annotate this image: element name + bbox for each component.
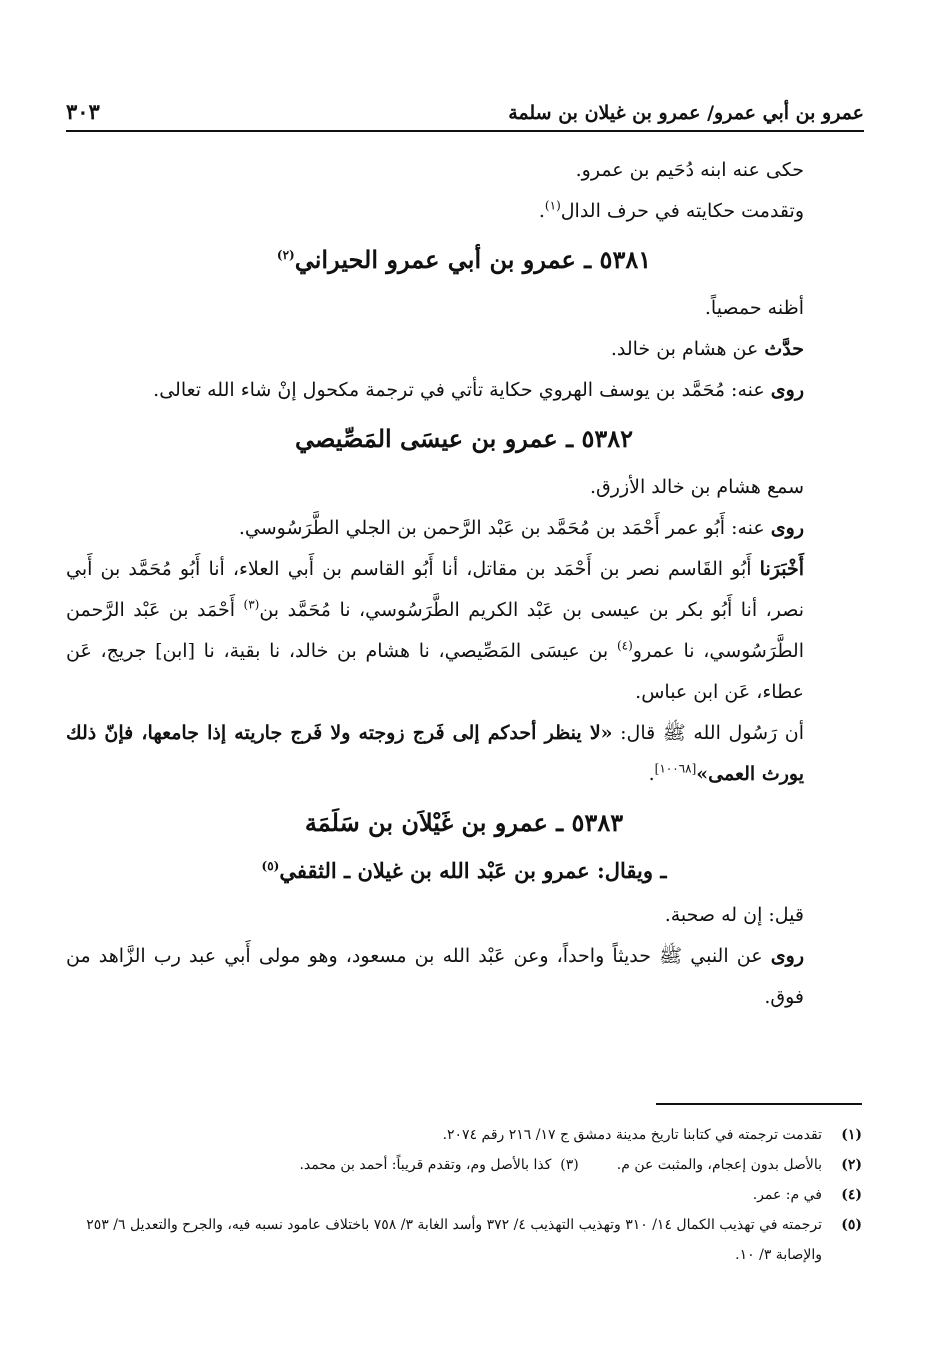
text-line: .: [648, 763, 655, 785]
footnote-ref: (٣): [243, 597, 260, 612]
heading-text: ٥٣٨٣ ـ عمرو بن غَيْلاَن بن سَلَمَة: [304, 808, 624, 837]
entry-heading-5383: [66, 799, 862, 847]
entry-heading-5382: [66, 415, 862, 463]
text-line: أَحْمَد بن عَبْد الرَّحمن الطَّرَسُوسي، نا عمرو: [66, 599, 804, 662]
footnotes: [66, 1120, 862, 1270]
text-line: أَبُو القَاسم نصر بن أَحْمَد بن مقاتل، أنا أَبُو القاسم بن أَبي العلاء، أنا أَبُو مُحَمَّد بن أَبي نصر، أنا أَبُو بكر بن عيسى بن عَبْد الكريم الطَّرَسُوسي، نا مُحَمَّد بن: [66, 558, 804, 621]
heading-text: ٥٣٨٢ ـ عمرو بن عيسَى المَصِّيصي: [294, 424, 634, 453]
paragraph: [66, 467, 862, 508]
keyword: حدَّث: [764, 338, 804, 360]
footnote: [66, 1120, 862, 1150]
subheading-text: ـ ويقال: عمرو بن عَبْد الله بن غيلان ـ الثقفي: [279, 858, 667, 883]
text-line: وتقدمت حكايته في حرف الدال: [560, 200, 804, 222]
text-line: عن النبي ﷺ حديثاً واحداً، وعن عَبْد الله بن مسعود، وهو مولى أَبي عبد رب الزَّاهد من فوق.: [66, 945, 804, 1008]
text-line: .: [538, 200, 545, 222]
footnote: [66, 1150, 862, 1180]
main-text: [66, 150, 862, 1018]
footnote-ref: (٤): [616, 638, 633, 653]
footnote-number: (٣): [560, 1157, 579, 1173]
footnote-ref: (١): [544, 198, 561, 213]
text-line: عن هشام بن خالد.: [610, 338, 765, 360]
page-number: ٣٠٣: [66, 99, 100, 124]
footnote-ref: (٢): [276, 248, 295, 262]
paragraph: [66, 508, 862, 549]
footnote-separator: [656, 1103, 862, 1105]
text-line: عنه: مُحَمَّد بن يوسف الهروي حكاية تأتي في ترجمة مكحول إنْ شاء الله تعالى.: [153, 379, 771, 401]
footnote-text: [66, 1150, 822, 1180]
footnote-text: في م: عمر.: [752, 1187, 822, 1203]
footnote: [66, 1210, 862, 1270]
paragraph: [66, 329, 862, 370]
text-line: أظنه حمصياً.: [704, 297, 804, 319]
paragraph: [66, 288, 862, 329]
footnote-text: تقدمت ترجمته في كتابنا تاريخ مدينة دمشق ج ١٧/ ٢١٦ رقم ٢٠٧٤.: [442, 1127, 822, 1143]
footnote-number: (٢): [841, 1157, 862, 1173]
entry-subheading-5383: [66, 851, 862, 891]
text-line: أن رَسُول الله ﷺ قال:: [612, 722, 804, 744]
footnote-number: (١): [841, 1127, 862, 1143]
keyword: روى: [770, 945, 804, 967]
footnote: [66, 1180, 862, 1210]
keyword: روى: [770, 517, 804, 539]
footnote-text-part: كذا بالأصل وم، وتقدم قريباً: أحمد بن محمد.: [299, 1157, 552, 1173]
isnad-paragraph: [66, 549, 862, 713]
keyword: أَخْبَرَنا: [759, 558, 804, 580]
footnote-number: (٤): [841, 1187, 862, 1203]
text-line: حكى عنه ابنه دُحَيم بن عمرو.: [575, 159, 804, 181]
text-line: بن عيسَى المَصِّيصي، نا هشام بن خالد، نا بقية، نا [ابن] جريج، عَن عطاء، عَن ابن عباس.: [66, 640, 804, 703]
footnote-text-part: بالأصل بدون إعجام، والمثبت عن م.: [616, 1157, 822, 1173]
hadith-number: [١٠٠٦٨]: [654, 761, 697, 776]
footnote-text: ترجمته في تهذيب الكمال ١٤/ ٣١٠ وتهذيب التهذيب ٤/ ٣٧٢ وأسد الغابة ٣/ ٧٥٨ باختلاف عامود نسبه فيه، والجرح والتعديل ٦/ ٢٥٣ والإصابة ٣/ ١٠.: [86, 1217, 822, 1263]
keyword: روى: [770, 379, 804, 401]
text-line: سمع هشام بن خالد الأزرق.: [590, 476, 804, 498]
paragraph: [66, 191, 862, 232]
running-title: عمرو بن أبي عمرو/ عمرو بن غيلان بن سلمة: [508, 102, 864, 124]
text-line: عنه: أَبُو عمر أَحْمَد بن مُحَمَّد بن عَبْد الرَّحمن بن الجلي الطَّرَسُوسي.: [238, 517, 771, 539]
paragraph: [66, 150, 862, 191]
paragraph: [66, 370, 862, 411]
heading-text: ٥٣٨١ ـ عمرو بن أبي عمرو الحيراني: [294, 245, 652, 274]
footnote-ref: (٥): [261, 859, 280, 873]
entry-heading-5381: [66, 236, 862, 284]
paragraph: [66, 936, 862, 1018]
text-line: قيل: إن له صحبة.: [664, 904, 804, 926]
footnote-number: (٥): [841, 1217, 862, 1233]
running-header: [66, 84, 864, 132]
hadith-text: «لا ينظر أحدكم إلى فَرج زوجته ولا فَرج جاريته إذا جامعها، فإنّ ذلك يورث العمى»: [66, 722, 804, 785]
paragraph: [66, 895, 862, 936]
hadith-paragraph: [66, 713, 862, 795]
